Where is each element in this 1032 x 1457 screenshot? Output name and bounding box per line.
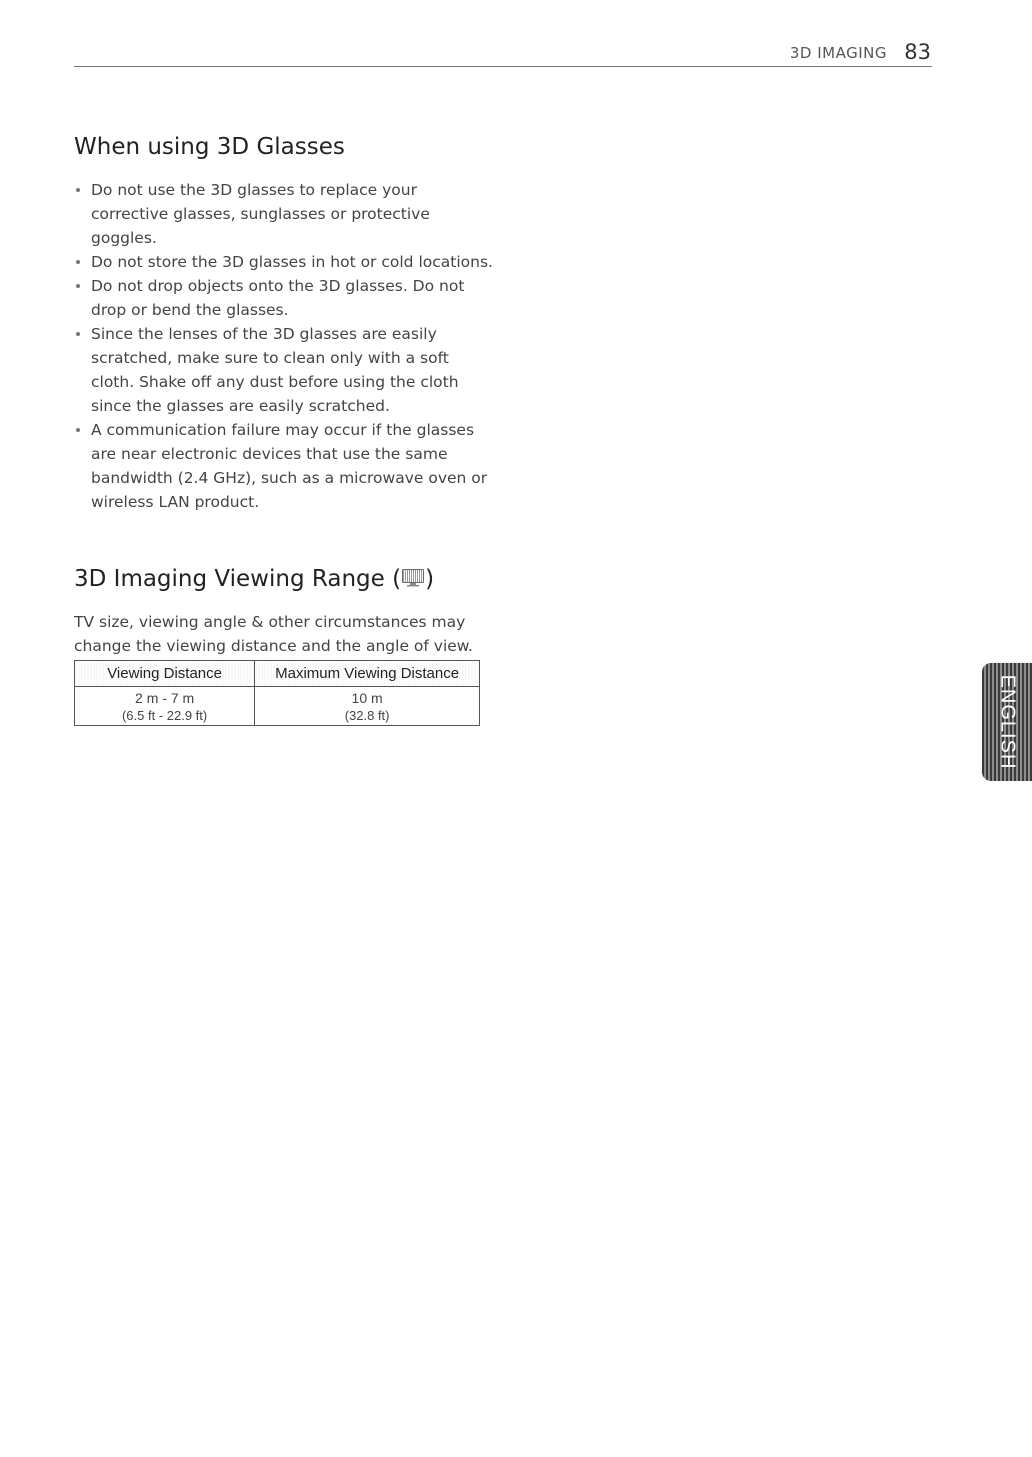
bullet-dot <box>76 260 80 264</box>
language-side-tab <box>982 663 1032 781</box>
bullet-text: Do not store the 3D glasses in hot or cold locations. <box>91 253 493 271</box>
glasses-bullet-list <box>74 178 494 514</box>
table-row <box>75 687 480 726</box>
column-header-max-viewing-distance: Maximum Viewing Distance <box>255 661 480 687</box>
range-title-prefix: 3D Imaging Viewing Range ( <box>74 566 402 592</box>
viewing-range-table <box>74 660 480 726</box>
bullet-dot <box>76 332 80 336</box>
header-rule <box>74 66 932 67</box>
tv-icon <box>401 568 425 588</box>
bullet-dot <box>76 188 80 192</box>
list-item <box>74 418 494 514</box>
list-item <box>74 274 494 322</box>
bullet-text: Do not drop objects onto the 3D glasses. Do not drop or bend the glasses. <box>91 277 465 319</box>
bullet-text: Do not use the 3D glasses to replace your corrective glasses, sunglasses or protective goggles. <box>91 181 430 247</box>
range-title-suffix: ) <box>425 566 435 592</box>
table-cell <box>255 687 480 726</box>
bullet-text: Since the lenses of the 3D glasses are easily scratched, make sure to clean only with a soft cloth. Shake off any dust before using the cloth since the glasses are easily scratched. <box>91 325 459 415</box>
list-item <box>74 250 494 274</box>
cell-value: 2 m - 7 m <box>135 690 195 706</box>
bullet-dot <box>76 428 80 432</box>
language-tab-label: ENGLISH <box>996 674 1019 770</box>
page-number: 83 <box>904 40 931 64</box>
cell-value: 10 m <box>351 690 383 706</box>
table-header-row <box>75 661 480 687</box>
bullet-text: A communication failure may occur if the glasses are near electronic devices that use the same bandwidth (2.4 GHz), such as a microwave oven or wireless LAN product. <box>91 421 488 511</box>
range-intro-text: TV size, viewing angle & other circumstances may change the viewing distance and the angle of view. <box>74 613 473 655</box>
glasses-section-title: When using 3D Glasses <box>74 134 345 160</box>
section-label: 3D IMAGING <box>789 44 887 62</box>
cell-sub-value: (6.5 ft - 22.9 ft) <box>121 708 208 723</box>
range-section-title <box>74 566 434 592</box>
bullet-dot <box>76 284 80 288</box>
cell-sub-value: (32.8 ft) <box>344 708 390 723</box>
table-cell <box>75 687 255 726</box>
list-item <box>74 322 494 418</box>
list-item <box>74 178 494 250</box>
column-header-viewing-distance: Viewing Distance <box>75 661 255 687</box>
